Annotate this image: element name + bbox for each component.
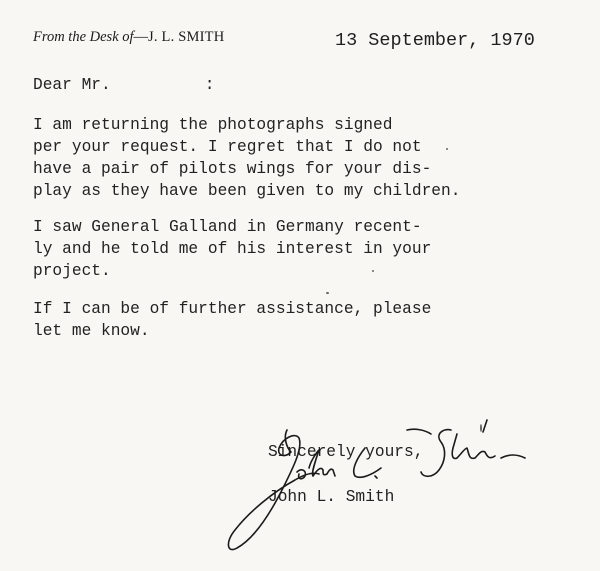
paper-speck — [480, 424, 482, 432]
letterhead: From the Desk of—J. L. SMITH — [33, 29, 225, 45]
salutation-suffix: : — [204, 76, 215, 94]
signer-name: John L. Smith — [268, 488, 395, 506]
handwritten-signature — [225, 408, 545, 558]
paper-speck — [326, 292, 329, 294]
body-paragraph-3: If I can be of further assistance, please let me know. — [33, 300, 432, 340]
letter-date: 13 September, 1970 — [335, 30, 535, 51]
redacted-name — [117, 73, 199, 93]
closing: Sincerely yours, — [268, 443, 424, 461]
letterhead-from: From the Desk of — [33, 29, 134, 45]
salutation — [33, 73, 214, 96]
letterhead-name: J. L. SMITH — [148, 29, 225, 45]
paper-speck — [446, 148, 448, 150]
body-paragraph-2: I saw General Galland in Germany recent- ly and he told me of his interest in your project. — [33, 218, 432, 280]
salutation-prefix: Dear Mr. — [33, 76, 111, 94]
paper-speck — [372, 270, 374, 272]
body-paragraph-1: I am returning the photographs signed per your request. I regret that I do not have a pair of pilots wings for your dis- play as they have been given to my children. — [33, 116, 461, 200]
